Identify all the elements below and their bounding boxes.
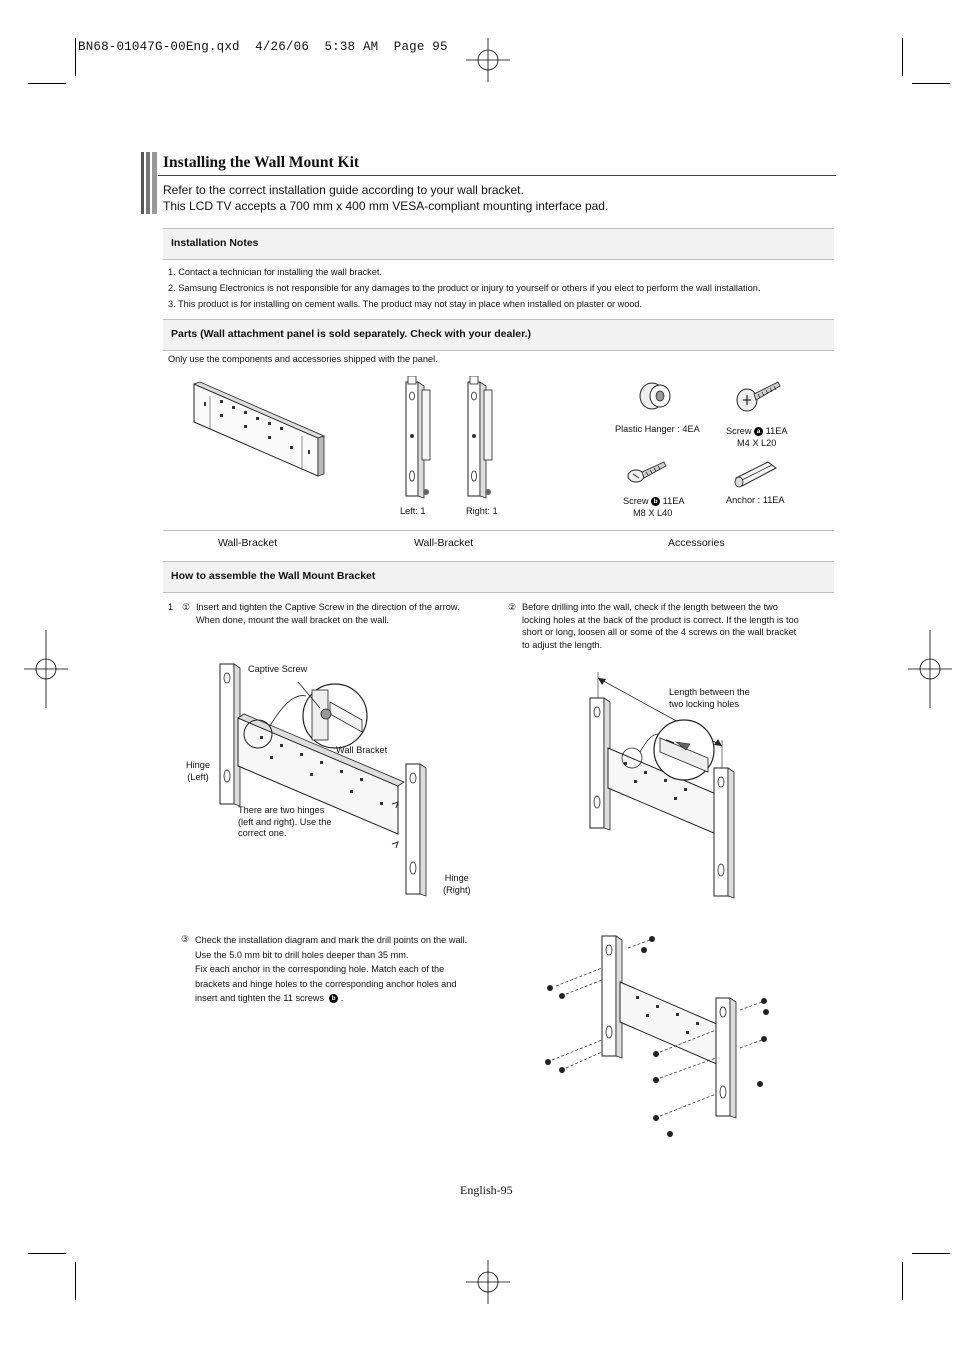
crop-mark: [902, 1262, 903, 1300]
registration-mark-top: [466, 38, 510, 82]
step3-marker: ③: [181, 934, 190, 944]
screw-b-qty: 11EA: [662, 496, 685, 506]
anchor-label: Anchor : 11EA: [726, 495, 785, 505]
step2-text: [522, 601, 799, 651]
list-item: 3. This product is for installing on cement walls. The product may not stay in place when installed on plaster or wood.: [168, 299, 643, 309]
screw-a-label: [726, 426, 787, 438]
step-line: Use the 5.0 mm bit to drill holes deeper than 35 mm.: [195, 949, 409, 960]
label-line: (left and right). Use the: [238, 816, 332, 827]
intro-text: [163, 183, 608, 214]
plastic-hanger-icon: [636, 378, 674, 412]
label-line: Hinge: [186, 760, 211, 770]
crop-mark: [912, 1253, 950, 1254]
screw-a-qty: 11EA: [765, 426, 788, 436]
step-line: Fix each anchor in the corresponding hole. Match each of the: [195, 964, 445, 975]
step1-marker: ①: [182, 602, 191, 612]
parts-divider: [163, 530, 834, 531]
parts-column-label: Wall-Bracket: [414, 537, 474, 549]
print-slug: BN68-01047G-00Eng.qxd 4/26/06 5:38 AM Page 95: [78, 40, 448, 54]
step-line: locking holes at the back of the product is correct. If the length is too: [522, 614, 799, 625]
screw-b-size: M8 X L40: [633, 508, 673, 518]
registration-mark-bottom: [466, 1260, 510, 1304]
length-label: [669, 687, 750, 710]
registration-mark-right: [908, 630, 952, 708]
screw-b-marker: b: [651, 497, 660, 506]
screw-b-marker: b: [329, 994, 338, 1003]
captive-screw-label: Captive Screw: [248, 664, 308, 674]
label-line: (Right): [443, 884, 471, 895]
parts-column-label: Wall-Bracket: [218, 537, 278, 549]
hinge-left-illustration: [400, 376, 436, 502]
anchor-icon: [732, 456, 782, 490]
step-line: When done, mount the wall bracket on the wall.: [196, 614, 390, 625]
label-line: (Left): [187, 771, 209, 782]
hinge-right-illustration: [462, 376, 498, 502]
page-footer: English-95: [460, 1183, 513, 1197]
step-line: short or long, loosen all or some of the 4 screws on the wall bracket: [522, 627, 797, 637]
step-line: Before drilling into the wall, check if the length between the two: [522, 602, 778, 612]
step-line: Check the installation diagram and mark the drill points on the wall.: [195, 935, 468, 945]
step-number: 1: [168, 602, 174, 612]
screw-b-word: Screw: [623, 496, 649, 506]
assemble-header: [163, 561, 834, 593]
page-title: Installing the Wall Mount Kit: [163, 154, 360, 171]
installation-notes-list: [168, 264, 760, 312]
section-heading: Parts (Wall attachment panel is sold separately. Check with your dealer.): [171, 328, 532, 340]
step-line: Insert and tighten the Captive Screw in the direction of the arrow.: [196, 602, 460, 612]
hinge-left-label: Left: 1: [400, 506, 426, 516]
two-hinges-note: [238, 805, 331, 840]
crop-mark: [912, 83, 950, 84]
step1-text: [196, 601, 460, 626]
list-item: 2. Samsung Electronics is not responsible for any damages to the product or injury to yourself or others if you elect to perform the wall installation.: [168, 283, 761, 293]
label-line: There are two hinges: [238, 805, 325, 815]
step-line: brackets and hinge holes to the corresponding anchor holes and: [195, 978, 457, 989]
section-heading: Installation Notes: [171, 237, 259, 249]
step-line: to adjust the length.: [522, 639, 603, 650]
step2-marker: ②: [508, 602, 517, 612]
section-heading: How to assemble the Wall Mount Bracket: [171, 570, 376, 582]
screw-installation-diagram: [540, 928, 780, 1148]
parts-note: Only use the components and accessories shipped with the panel.: [168, 354, 438, 364]
hinge-right-label: Right: 1: [466, 506, 498, 516]
parts-column-label: Accessories: [668, 537, 725, 549]
wall-bracket-plate-illustration: [190, 380, 330, 480]
step3-end: .: [340, 993, 344, 1004]
screw-a-word: Screw: [726, 426, 752, 436]
screw-a-size: M4 X L20: [737, 438, 777, 448]
step-line: [195, 991, 467, 1006]
intro-line: This LCD TV accepts a 700 mm x 400 mm VESA-compliant mounting interface pad.: [163, 198, 609, 213]
intro-line: Refer to the correct installation guide according to your wall bracket.: [163, 183, 524, 197]
wall-bracket-label: Wall Bracket: [336, 745, 388, 755]
plastic-hanger-label: Plastic Hanger : 4EA: [615, 424, 700, 434]
parts-header: [163, 319, 834, 351]
list-item: 1. Contact a technician for installing the wall bracket.: [168, 267, 382, 277]
crop-mark: [902, 38, 903, 76]
installation-notes-header: [163, 228, 834, 260]
hinge-right-callout: [443, 873, 471, 896]
label-line: Hinge: [444, 873, 469, 883]
screw-a-marker: a: [754, 427, 763, 436]
crop-mark: [28, 83, 66, 84]
crop-mark: [28, 1253, 66, 1254]
label-line: correct one.: [238, 828, 287, 838]
hinge-left-callout: [186, 760, 210, 783]
crop-mark: [75, 38, 76, 76]
step3-last-text: insert and tighten the 11 screws: [195, 993, 325, 1004]
crop-mark: [75, 1262, 76, 1300]
screw-a-icon: [734, 378, 784, 418]
title-rule: [158, 175, 836, 176]
screw-b-icon: [626, 458, 670, 486]
label-line: Length between the: [669, 687, 750, 697]
registration-mark-left: [24, 630, 68, 708]
step3-text: [195, 933, 467, 1006]
screw-b-label: [623, 496, 684, 508]
label-line: two locking holes: [669, 698, 739, 709]
title-decoration: [141, 152, 157, 214]
captive-screw-diagram: [180, 656, 480, 904]
